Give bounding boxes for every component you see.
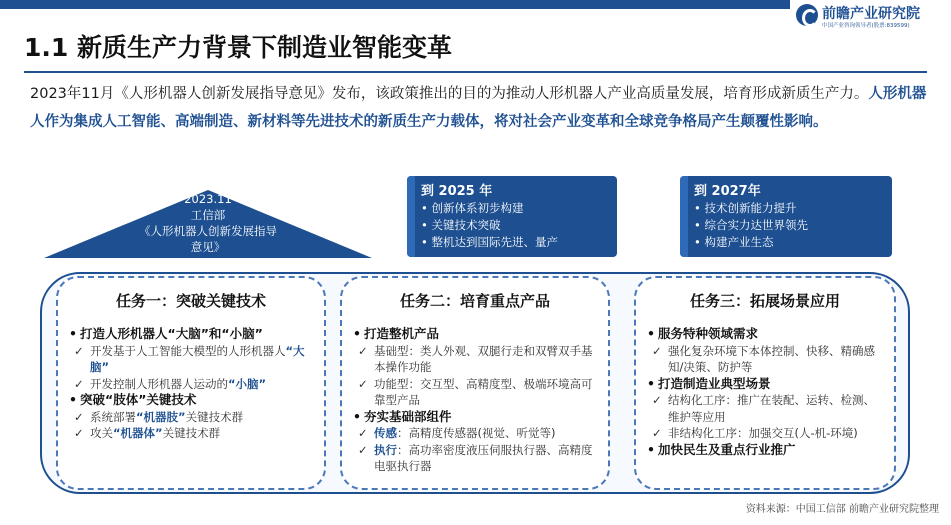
intro-paragraph bbox=[30, 80, 930, 136]
task-item-keyword: 执行 bbox=[374, 442, 397, 457]
task-title: 任务二：培育重点产品 bbox=[399, 292, 550, 310]
title-divider bbox=[24, 71, 927, 73]
task-item-keyword: 传感 bbox=[374, 426, 397, 440]
task-item: ✓ 结构化工序：推广在装配、运转、检测、维护等应用 bbox=[646, 392, 886, 425]
task-body bbox=[352, 326, 600, 475]
task-heading: • 打造整机产品 bbox=[352, 326, 600, 343]
brand-logo-icon bbox=[796, 4, 818, 26]
task-item-text: ：高精度传感器(视觉、听觉等) bbox=[397, 426, 556, 440]
task-item-text: 关键技术群 bbox=[162, 426, 221, 440]
task-item-text: ：高功率密度液压伺服执行器、高精度电驱执行器 bbox=[374, 442, 593, 473]
goal-2025 bbox=[407, 176, 617, 257]
task-item-keyword: “小脑” bbox=[228, 376, 267, 391]
page-title: 1.1 新质生产力背景下制造业智能变革 bbox=[24, 33, 452, 62]
task-item: ✓ 强化复杂环境下本体控制、快移、精确感知/决策、防护等 bbox=[646, 343, 886, 376]
task-title: 任务三：拓展场景应用 bbox=[689, 292, 840, 310]
task-item-text: 攻关 bbox=[90, 426, 113, 440]
task-item bbox=[68, 376, 316, 393]
task-item bbox=[68, 343, 316, 376]
source-note: 资料来源：中国工信部 前瞻产业研究院整理 bbox=[745, 504, 939, 515]
task-item: ✓ 非结构化工序：加强交互(人-机-环境) bbox=[646, 425, 886, 442]
intro-text: 2023年11月《人形机器人创新发展指导意见》发布，该政策推出的目的为推动人形机器人产业高质量发展，培育形成新质生产力。 bbox=[30, 86, 869, 102]
task-title: 任务一：突破关键技术 bbox=[115, 292, 266, 310]
brand-logo bbox=[796, 2, 946, 30]
task-heading: • 打造人形机器人“大脑”和“小脑” bbox=[68, 326, 316, 343]
task-item-text: 开发控制人形机器人运动的 bbox=[90, 376, 228, 391]
policy-issuer: 工信部 bbox=[190, 208, 226, 222]
policy-date: 2023.11 bbox=[184, 192, 232, 206]
goal-tab bbox=[407, 176, 415, 257]
intro-highlight: 人形机器人作为集成人工智能、高端制造、新材料等先进技术的新质生产力载体，将对社会产业变革和全球竞争格局产生颠覆性影响。 bbox=[30, 86, 927, 130]
goal-tab bbox=[680, 176, 688, 257]
task-heading: • 加快民生及重点行业推广 bbox=[646, 442, 886, 459]
task-card-2 bbox=[340, 276, 610, 490]
brand-name: 前瞻产业研究院 bbox=[822, 6, 920, 22]
goal-item: • 综合实力达世界领先 bbox=[694, 217, 808, 234]
policy-doc: 《人形机器人创新发展指导意见》 bbox=[139, 224, 277, 254]
task-card-3 bbox=[634, 276, 896, 490]
task-item-text: 系统部署 bbox=[90, 409, 136, 424]
task-item-text: 关键技术群 bbox=[185, 409, 244, 424]
task-item bbox=[68, 409, 316, 426]
task-item-keyword: “机器体” bbox=[113, 426, 163, 440]
task-item bbox=[352, 442, 600, 475]
goal-item: • 创新体系初步构建 bbox=[421, 200, 558, 217]
goal-2027 bbox=[680, 176, 892, 257]
goal-list bbox=[694, 200, 808, 251]
task-heading: • 突破“肢体”关键技术 bbox=[68, 392, 316, 409]
task-item bbox=[352, 425, 600, 442]
task-body bbox=[68, 326, 316, 442]
brand-tagline: 中国产业咨询领导者(股票:839599) bbox=[822, 23, 910, 29]
goal-item: • 技术创新能力提升 bbox=[694, 200, 808, 217]
policy-label bbox=[138, 191, 278, 255]
task-item-text: 开发基于人工智能大模型的人形机器人 bbox=[90, 343, 286, 358]
task-item: ✓ 功能型：交互型、高精度型、极端环境高可靠型产品 bbox=[352, 376, 600, 409]
task-item-keyword: “机器肢” bbox=[136, 409, 186, 424]
top-accent-bar bbox=[0, 0, 790, 9]
goal-title: 到 2027年 bbox=[694, 184, 761, 199]
task-body bbox=[646, 326, 886, 458]
goal-item: • 关键技术突破 bbox=[421, 217, 558, 234]
task-item: ✓ 基础型：类人外观、双腿行走和双臂双手基本操作功能 bbox=[352, 343, 600, 376]
task-heading: • 打造制造业典型场景 bbox=[646, 376, 886, 393]
task-item-keyword: “大脑” bbox=[90, 343, 305, 374]
goal-item: • 整机达到国际先进、量产 bbox=[421, 234, 558, 251]
goal-item: • 构建产业生态 bbox=[694, 234, 808, 251]
task-item bbox=[68, 425, 316, 442]
task-heading: • 夯实基础部组件 bbox=[352, 409, 600, 426]
goal-title: 到 2025 年 bbox=[421, 184, 493, 199]
task-card-1 bbox=[56, 276, 326, 490]
goal-list bbox=[421, 200, 558, 251]
task-heading: • 服务特种领域需求 bbox=[646, 326, 886, 343]
